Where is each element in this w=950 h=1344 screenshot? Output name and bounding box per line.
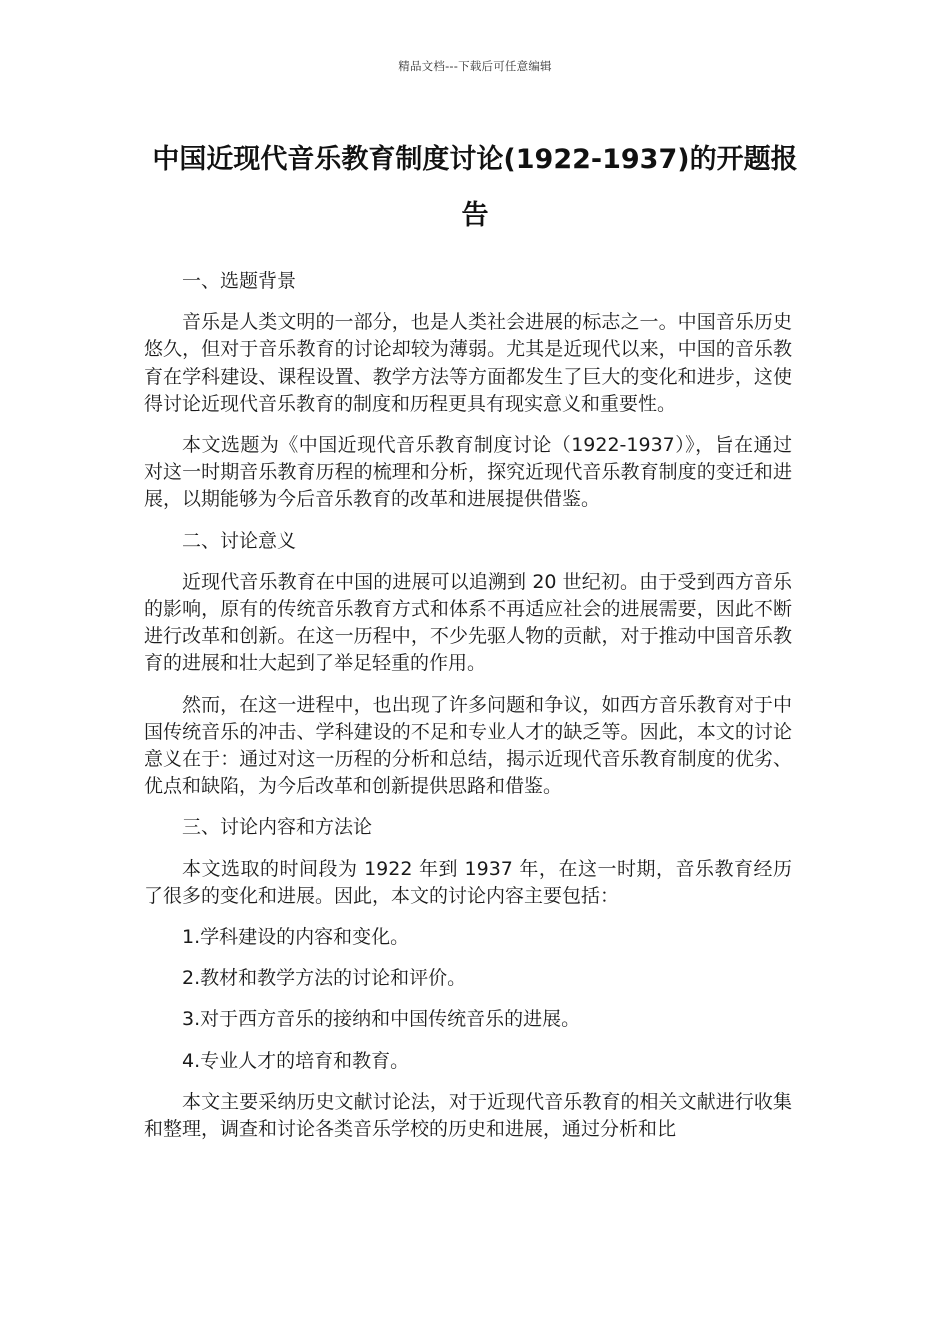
list-item: 2.教材和教学方法的讨论和评价。 — [182, 967, 467, 990]
list-item: 3.对于西方音乐的接纳和中国传统音乐的进展。 — [182, 1008, 581, 1031]
section-heading-content-method: 三、讨论内容和方法论 — [182, 816, 373, 839]
list-item: 4.专业人才的培育和教育。 — [182, 1049, 410, 1072]
document-title: 中国近现代音乐教育制度讨论(1922-1937)的开题报告 — [152, 144, 798, 231]
section-heading-significance: 二、讨论意义 — [182, 529, 297, 552]
paragraph: 然而，在这一进程中，也出现了许多问题和争议，如西方音乐教育对于中国传统音乐的冲击、学科建设的不足和专业人才的缺乏等。因此，本文的讨论意义在于：通过对这一历程的分析和总结，揭示近现代音乐教育制度的优劣、优点和缺陷，为今后改革和创新提供思路和借鉴。 — [144, 693, 792, 798]
paragraph: 本文选取的时间段为 1922 年到 1937 年，在这一时期，音乐教育经历了很多的变化和进展。因此，本文的讨论内容主要包括： — [144, 857, 792, 907]
paragraph: 音乐是人类文明的一部分，也是人类社会进展的标志之一。中国音乐历史悠久，但对于音乐教育的讨论却较为薄弱。尤其是近现代以来，中国的音乐教育在学科建设、课程设置、教学方法等方面都发生了巨大的变化和进步，这使得讨论近现代音乐教育的制度和历程更具有现实意义和重要性。 — [144, 311, 792, 415]
paragraph: 本文主要采纳历史文献讨论法，对于近现代音乐教育的相关文献进行收集和整理，调查和讨论各类音乐学校的历史和进展，通过分析和比 — [144, 1090, 792, 1141]
document-body — [144, 268, 792, 1157]
section-heading-background: 一、选题背景 — [182, 270, 297, 292]
paragraph: 近现代音乐教育在中国的进展可以追溯到 20 世纪初。由于受到西方音乐的影响，原有的传统音乐教育方式和体系不再适应社会的进展需要，因此不断进行改革和创新。在这一历程中，不少先驱人物的贡献，对于推动中国音乐教育的进展和壮大起到了举足轻重的作用。 — [144, 570, 792, 675]
paragraph: 本文选题为《中国近现代音乐教育制度讨论（1922-1937）》，旨在通过对这一时期音乐教育历程的梳理和分析，探究近现代音乐教育制度的变迁和进展，以期能够为今后音乐教育的改革和进展提供借鉴。 — [144, 434, 792, 511]
list-item: 1.学科建设的内容和变化。 — [182, 926, 410, 949]
header-note: 精品文档---下载后可任意编辑 — [398, 59, 552, 73]
